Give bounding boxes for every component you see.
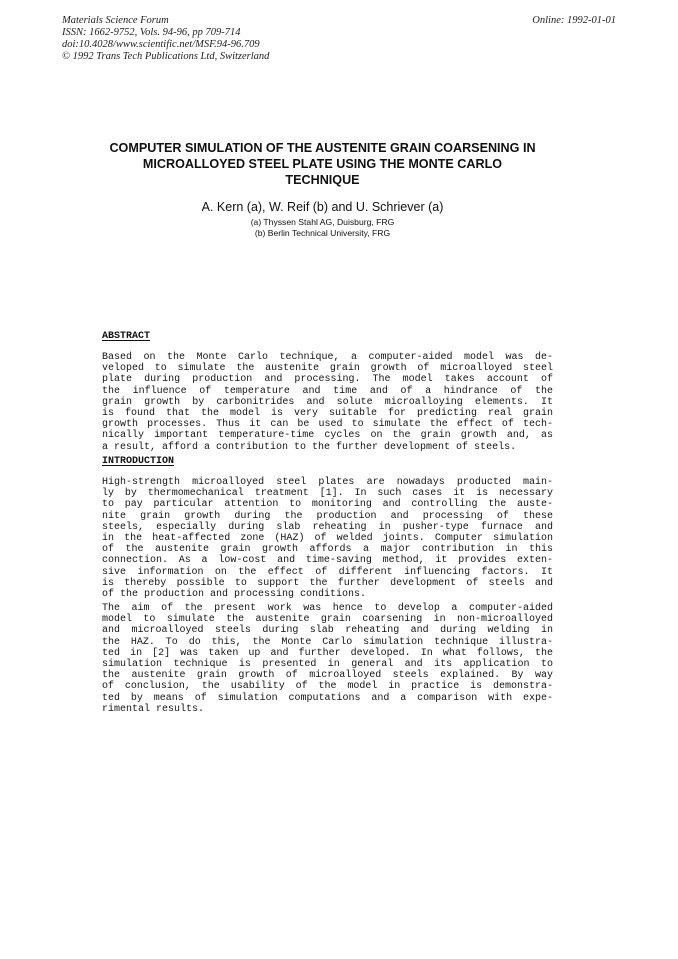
intro-line: ly by thermomechanical treatment [1]. In such cases it is necessary: [102, 488, 553, 500]
title-line-1: COMPUTER SIMULATION OF THE AUSTENITE GRAIN COARSENING IN: [109, 141, 536, 155]
intro-line: of the austenite grain growth affords a major contribution in this: [102, 544, 553, 556]
abstract-heading: ABSTRACT: [102, 331, 151, 342]
intro-line: connection. As a low-cost and time-saving method, it provides exten-: [102, 555, 553, 567]
online-date: Online: 1992-01-01: [532, 15, 616, 26]
issn-line: ISSN: 1662-9752, Vols. 94-96, pp 709-714: [62, 27, 241, 38]
intro-line: the HAZ. To do this, the Monte Carlo simulation technique illustra-: [102, 636, 553, 648]
intro-line: High-strength microalloyed steel plates are nowadays producted main-: [102, 477, 553, 488]
introduction-paragraph-2: [102, 603, 553, 715]
intro-line: and microalloyed steels during slab reheating and during welding in: [102, 625, 553, 637]
intro-line: model to simulate the austenite grain coarsening in non-microalloyed: [102, 614, 553, 626]
abstract-line: nically important temperature-time cycles on the grain growth and, as: [102, 430, 553, 442]
intro-line: of conclusion, the usability of the model in practice is demonstra-: [102, 681, 553, 693]
abstract-line: grain growth by carbonitrides and solute microalloying elements. It: [102, 396, 553, 408]
title-line-3: TECHNIQUE: [285, 173, 360, 187]
introduction-paragraph-1: [102, 477, 553, 600]
abstract-line: Based on the Monte Carlo technique, a computer-aided model was de-: [102, 352, 553, 363]
intro-line: the austenite grain growth of microalloyed steels explained. By way: [102, 670, 553, 682]
intro-line: ted by means of simulation computations and a comparison with expe-: [102, 692, 553, 704]
intro-line: of the production and processing conditions.: [102, 588, 367, 600]
abstract-line: a result, afford a contribution to the further development of steels.: [102, 441, 517, 453]
abstract-line: veloped to simulate the austenite grain growth of microalloyed steel: [102, 363, 553, 375]
author-list: A. Kern (a), W. Reif (b) and U. Schriever (a): [201, 200, 444, 214]
introduction-heading: INTRODUCTION: [102, 456, 175, 467]
abstract-body: [102, 352, 553, 453]
abstract-line: is found that the model is very suitable for predicting real grain: [102, 407, 553, 419]
title-line-2: MICROALLOYED STEEL PLATE USING THE MONTE CARLO: [142, 157, 503, 171]
intro-line: simulation technique is presented in general and its application to: [102, 658, 553, 670]
intro-line: The aim of the present work was hence to develop a computer-aided: [102, 603, 553, 614]
copyright-line: © 1992 Trans Tech Publications Ltd, Switzerland: [62, 51, 270, 62]
abstract-line: the influence of temperature and time and of a hindrance of the: [102, 385, 553, 397]
intro-line: rimental results.: [102, 703, 205, 715]
intro-line: nite grain growth during the production and processing of these: [102, 510, 553, 522]
intro-line: in the heat-affected zone (HAZ) of welded joints. Computer simulation: [102, 532, 553, 544]
journal-name: Materials Science Forum: [62, 15, 169, 26]
intro-line: steels, especially during slab reheating in pusher-type furnace and: [102, 521, 553, 533]
affiliation-b: (b) Berlin Technical University, FRG: [254, 228, 391, 238]
abstract-line: plate during production and processing. The model takes account of: [102, 374, 553, 386]
abstract-line: growth processes. Thus it can be used to simulate the effect of tech-: [102, 419, 553, 431]
doi-line: doi:10.4028/www.scientific.net/MSF.94-96.709: [62, 39, 260, 50]
intro-line: sive information on the effect of different influencing factors. It: [102, 566, 553, 578]
journal-metadata: [62, 15, 269, 63]
intro-line: to pay particular attention to monitoring and controlling the auste-: [102, 499, 553, 511]
affiliation-a: (a) Thyssen Stahl AG, Duisburg, FRG: [250, 217, 395, 227]
paper-title: [90, 140, 555, 188]
intro-line: ted in [2] was taken up and further developed. In what follows, the: [102, 647, 553, 659]
intro-line: is thereby possible to support the further development of steels and: [102, 577, 553, 589]
